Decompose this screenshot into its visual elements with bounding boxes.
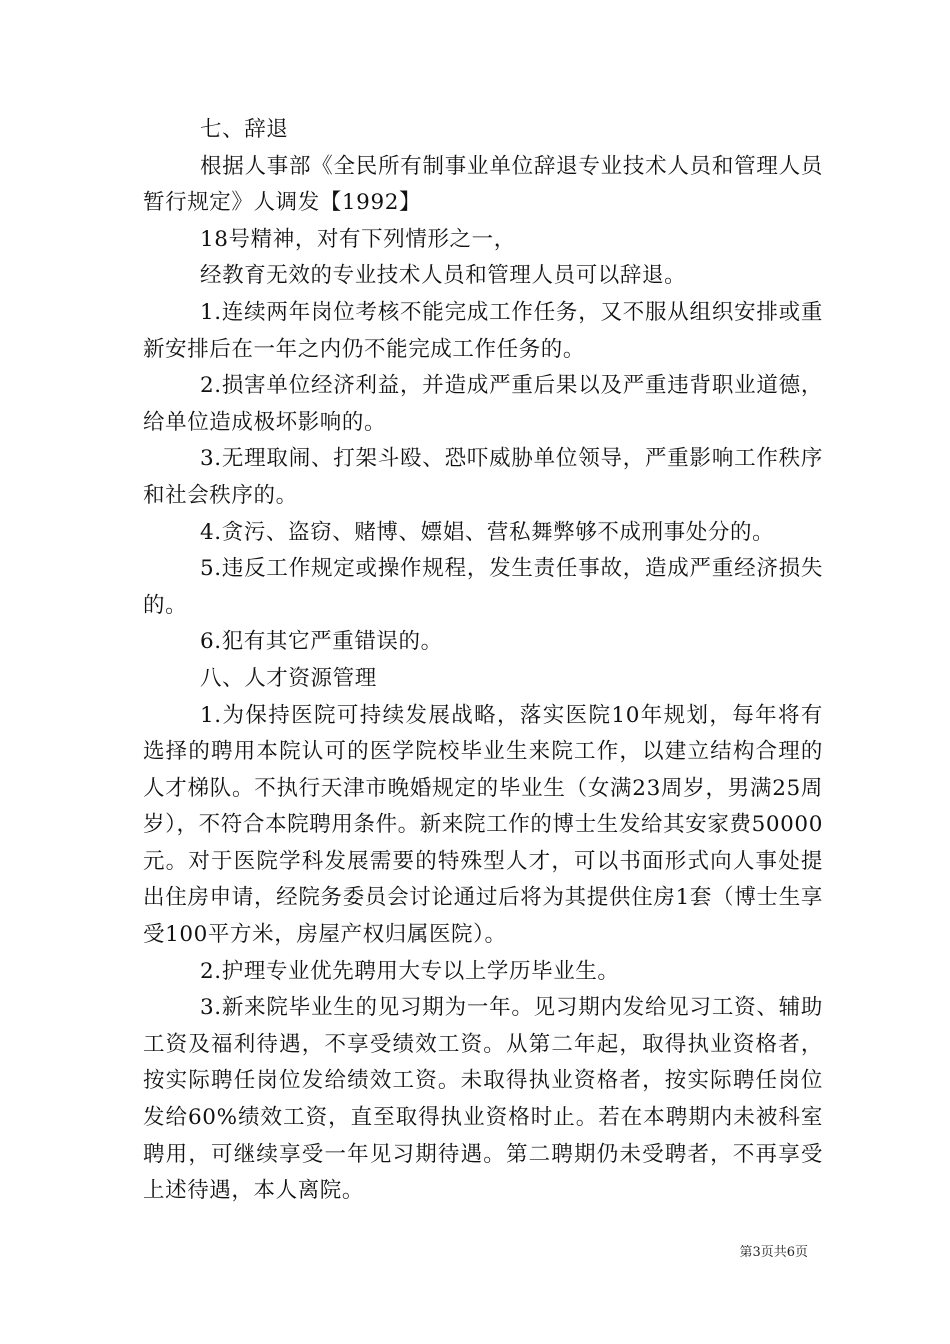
- hr-item-2: 2.护理专业优先聘用大专以上学历毕业生。: [200, 958, 620, 984]
- page-number-footer: 第3页共6页: [739, 1245, 808, 1260]
- hr-item-1: 1.为保持医院可持续发展战略，落实医院10年规划，每年将有选择的聘用本院认可的医学院校毕业生来院工作，以建立结构合理的人才梯队。不执行天津市晚婚规定的毕业生（女满23周岁，男满25周岁），不符合本院聘用条件。新来院工作的博士生发给其安家费50000元。对于医院学科发展需要的特殊型人才，可以书面形式向人事处提出住房申请，经院务委员会讨论通过后将为其提供住房1套（博士生享受100平方米，房屋产权归属医院）。: [143, 702, 823, 948]
- document-body: [143, 112, 823, 1210]
- section-heading-dismissal: 七、辞退: [200, 117, 289, 142]
- list-item-4: 4.贪污、盗窃、赌博、嫖娼、营私舞弊够不成刑事处分的。: [200, 519, 775, 545]
- hr-item-3: 3.新来院毕业生的见习期为一年。见习期内发给见习工资、辅助工资及福利待遇，不享受绩效工资。从第二年起，取得执业资格者，按实际聘任岗位发给绩效工资。未取得执业资格者，按实际聘任岗位发给60%绩效工资，直至取得执业资格时止。若在本聘期内未被科室聘用，可继续享受一年见习期待遇。第二聘期仍未受聘者，不再享受上述待遇，本人离院。: [143, 995, 823, 1204]
- section-heading-hr-management: 八、人才资源管理: [200, 665, 377, 691]
- list-item-3: 3.无理取闹、打架斗殴、恐吓威胁单位领导，严重影响工作秩序和社会秩序的。: [143, 446, 823, 508]
- list-item-5: 5.违反工作规定或操作规程，发生责任事故，造成严重经济损失的。: [143, 556, 823, 618]
- paragraph-regulation-number: 18号精神，对有下列情形之一，: [200, 226, 516, 252]
- paragraph-dismissal-condition: 经教育无效的专业技术人员和管理人员可以辞退。: [200, 263, 687, 289]
- paragraph-regulation-basis: 根据人事部《全民所有制事业单位辞退专业技术人员和管理人员暂行规定》人调发【1992】: [143, 153, 823, 216]
- list-item-6: 6.犯有其它严重错误的。: [200, 629, 443, 655]
- list-item-2: 2.损害单位经济利益，并造成严重后果以及严重违背职业道德，给单位造成极坏影响的。: [143, 373, 823, 435]
- list-item-1: 1.连续两年岗位考核不能完成工作任务，又不服从组织安排或重新安排后在一年之内仍不能完成工作任务的。: [143, 299, 823, 362]
